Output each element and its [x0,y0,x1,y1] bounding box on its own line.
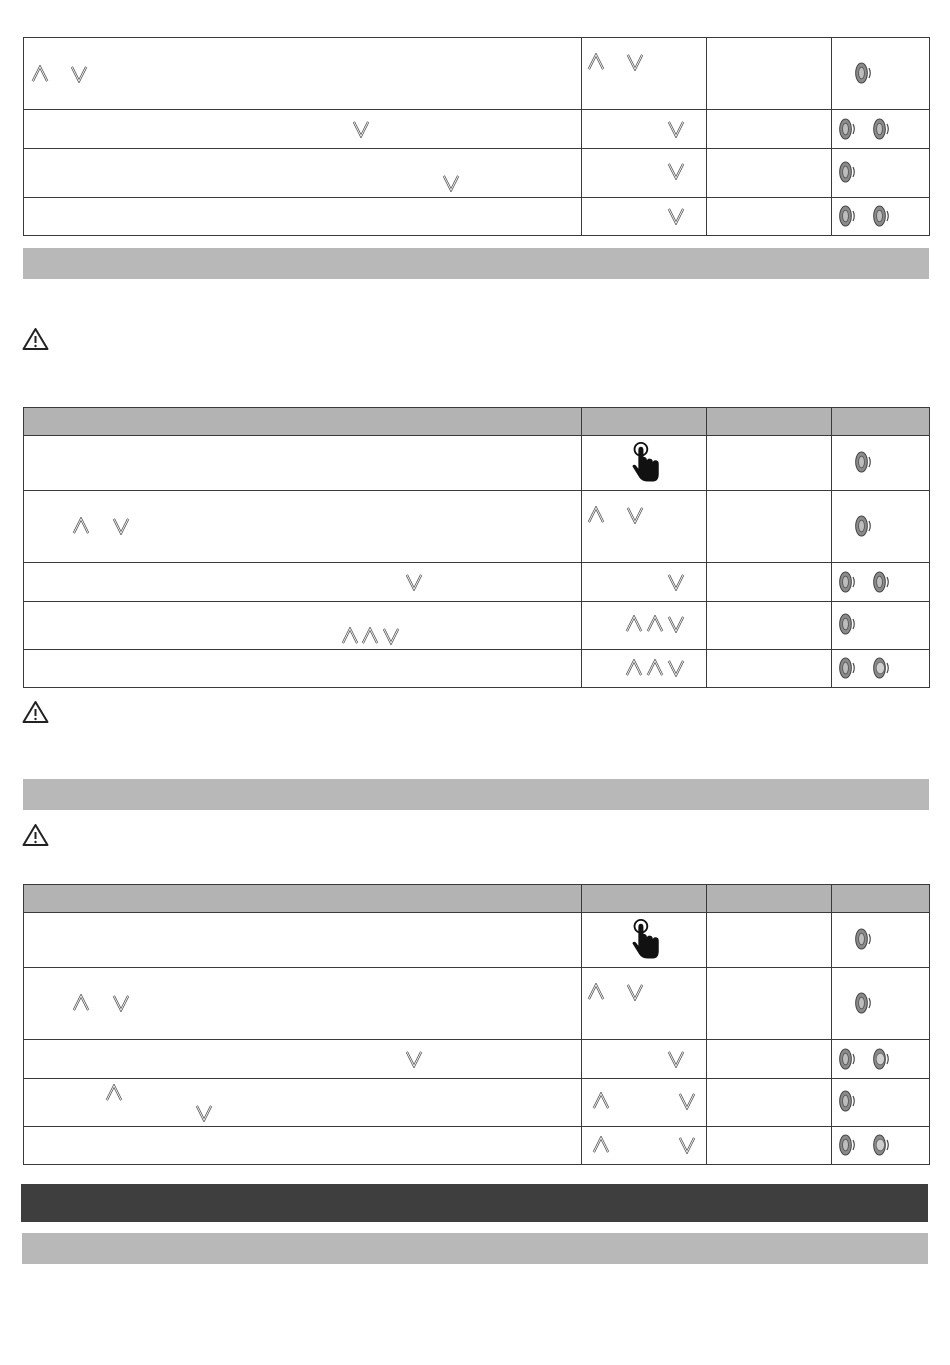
table-header [24,408,930,436]
up-arrow-icon [340,627,360,645]
up-arrow-icon [591,1136,611,1154]
up-arrow-icon [624,615,644,633]
table-header [24,885,930,913]
header-cell [832,885,930,913]
up-arrow-icon [586,983,606,1001]
up-arrow-icon [104,1084,124,1102]
up-arrow-icon [591,1092,611,1110]
up-arrow-icon [645,659,665,677]
speaker-icon [838,1046,858,1072]
header-cell [582,408,707,436]
speaker-icon [872,569,892,595]
table-row [24,149,930,198]
header-cell [832,408,930,436]
warning-icon [22,700,49,724]
button-cell [582,38,707,110]
header-cell [707,408,832,436]
warning-icon [22,823,49,847]
up-arrow-icon [71,517,91,535]
up-arrow-icon [645,615,665,633]
blank-cell [707,38,832,110]
down-arrow-icon [404,1050,424,1068]
table-row [24,968,930,1040]
table-row [24,1079,930,1127]
section-band [23,248,929,279]
down-arrow-icon [666,573,686,591]
down-arrow-icon [351,120,371,138]
press-finger-icon [629,440,663,484]
down-arrow-icon [381,627,401,645]
middle-table [23,407,930,688]
speaker-icon [838,116,858,142]
up-arrow-icon [30,65,50,83]
bottom-table [23,884,930,1165]
speaker-muted-icon [872,1046,892,1072]
up-arrow-icon [624,659,644,677]
table-row [24,110,930,149]
table-row [24,38,930,110]
step-cell [24,38,582,110]
speaker-icon [838,1132,858,1158]
down-arrow-icon [111,994,131,1012]
sound-cell [832,38,930,110]
speaker-icon [838,611,858,637]
speaker-icon [854,990,874,1016]
down-arrow-icon [69,65,89,83]
speaker-icon [838,203,858,229]
warning-icon [22,327,49,351]
speaker-icon [854,449,874,475]
header-cell [24,885,582,913]
table-row [24,563,930,602]
speaker-icon [872,203,892,229]
down-arrow-icon [625,53,645,71]
speaker-muted-icon [872,655,892,681]
down-arrow-icon [111,517,131,535]
up-arrow-icon [360,627,380,645]
down-arrow-icon [404,573,424,591]
down-arrow-icon [666,162,686,180]
down-arrow-icon [666,207,686,225]
header-cell [582,885,707,913]
table-row [24,913,930,968]
speaker-icon [838,1088,858,1114]
table-row [24,1040,930,1079]
down-arrow-icon [666,659,686,677]
speaker-icon [854,513,874,539]
speaker-icon [872,116,892,142]
table-row [24,436,930,491]
up-arrow-icon [586,53,606,71]
table-row [24,650,930,688]
speaker-muted-icon [872,1132,892,1158]
speaker-icon [838,655,858,681]
down-arrow-icon [677,1092,697,1110]
down-arrow-icon [666,120,686,138]
table-row [24,198,930,236]
up-arrow-icon [71,994,91,1012]
section-band [22,1233,928,1264]
header-cell [24,408,582,436]
down-arrow-icon [677,1136,697,1154]
down-arrow-icon [194,1104,214,1122]
speaker-icon [838,159,858,185]
speaker-icon [838,569,858,595]
speaker-icon [854,926,874,952]
table-row [24,1127,930,1165]
table-row [24,491,930,563]
down-arrow-icon [666,615,686,633]
down-arrow-icon [666,1050,686,1068]
section-band [23,779,929,810]
down-arrow-icon [441,174,461,192]
table-row [24,602,930,650]
top-table [23,37,930,236]
press-finger-icon [629,917,663,961]
header-cell [707,885,832,913]
down-arrow-icon [625,506,645,524]
speaker-icon [854,60,874,86]
down-arrow-icon [625,983,645,1001]
up-arrow-icon [586,506,606,524]
chapter-band [21,1184,928,1222]
